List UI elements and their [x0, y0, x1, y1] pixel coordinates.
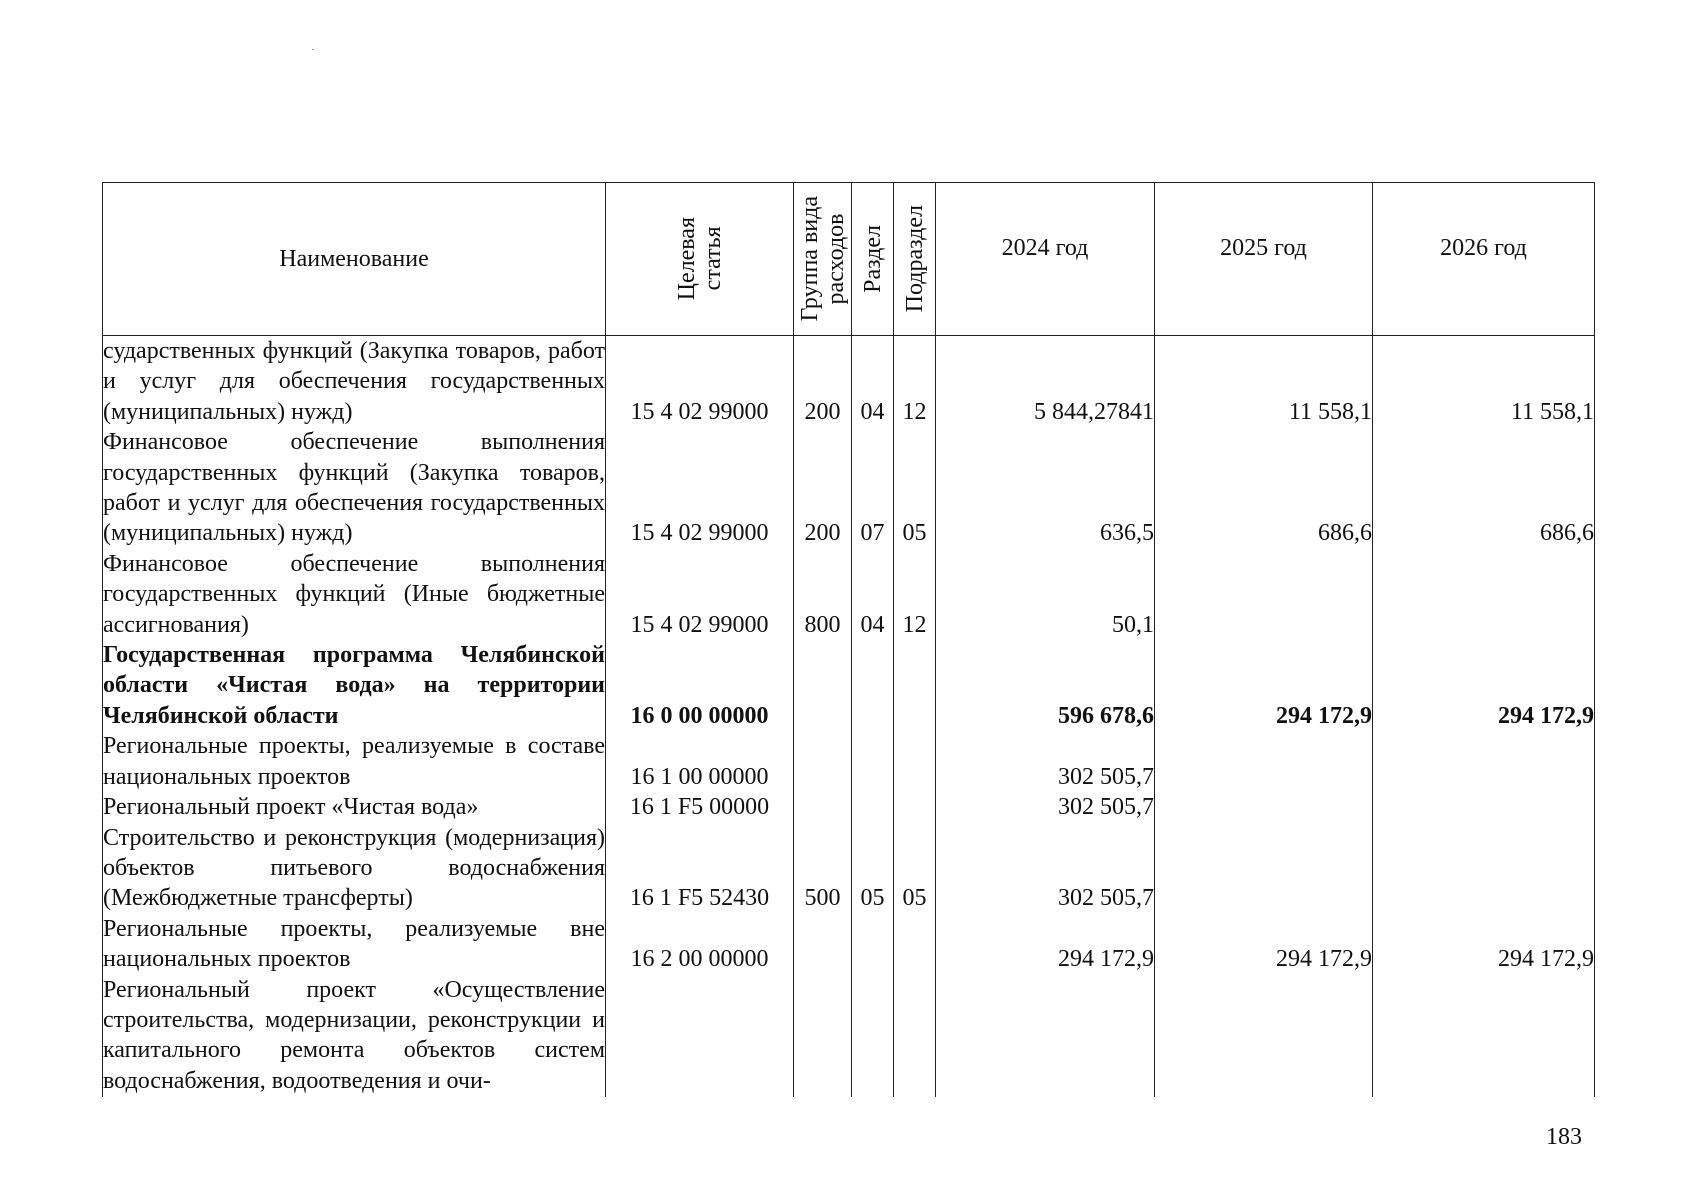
- row-code: 15 4 02 99000: [606, 549, 794, 640]
- row-name: Региональные проекты, реализуемые вне национальных проектов: [103, 914, 606, 975]
- row-code: [606, 975, 794, 1097]
- row-2024: 302 505,7: [936, 792, 1155, 822]
- row-2026: [1373, 792, 1595, 822]
- table-row: [103, 427, 1595, 549]
- row-name: Финансовое обеспечение выполнения государственных функций (Закупка товаров, работ и услуг для обеспечения государственных (муниципальных) нужд): [103, 427, 606, 549]
- row-2025: [1155, 731, 1373, 792]
- row-name: Государственная программа Челябинской области «Чистая вода» на территории Челябинской области: [103, 640, 606, 731]
- row-group: [794, 792, 852, 822]
- row-code: 16 0 00 00000: [606, 640, 794, 731]
- header-subsection: Подраздел: [894, 183, 936, 336]
- row-group: [794, 975, 852, 1097]
- table-row: [103, 731, 1595, 792]
- row-name: Строительство и реконструкция (модернизация) объектов питьевого водоснабжения (Межбюджетные трансферты): [103, 823, 606, 914]
- row-2024: 50,1: [936, 549, 1155, 640]
- header-2026: 2026 год: [1373, 183, 1595, 336]
- row-subsection: [894, 640, 936, 731]
- row-2024: 5 844,27841: [936, 336, 1155, 428]
- row-subsection: 05: [894, 427, 936, 549]
- row-subsection: 05: [894, 823, 936, 914]
- row-section: [852, 914, 894, 975]
- header-2024: 2024 год: [936, 183, 1155, 336]
- row-section: 07: [852, 427, 894, 549]
- table-row: [103, 336, 1595, 428]
- row-group: 500: [794, 823, 852, 914]
- row-code: 16 1 F5 52430: [606, 823, 794, 914]
- row-section: [852, 731, 894, 792]
- row-code: 15 4 02 99000: [606, 336, 794, 428]
- table-row: [103, 823, 1595, 914]
- row-code: 16 1 F5 00000: [606, 792, 794, 822]
- row-code: 16 1 00 00000: [606, 731, 794, 792]
- row-2026: [1373, 975, 1595, 1097]
- row-2026: 294 172,9: [1373, 640, 1595, 731]
- budget-table: [102, 182, 1595, 1097]
- row-2024: 636,5: [936, 427, 1155, 549]
- row-name: Региональный проект «Чистая вода»: [103, 792, 606, 822]
- row-subsection: [894, 975, 936, 1097]
- row-section: [852, 792, 894, 822]
- row-subsection: [894, 792, 936, 822]
- row-2026: [1373, 549, 1595, 640]
- row-name: Финансовое обеспечение выполнения государственных функций (Иные бюджетные ассигнования): [103, 549, 606, 640]
- header-2025: 2025 год: [1155, 183, 1373, 336]
- row-subsection: 12: [894, 549, 936, 640]
- row-group: [794, 640, 852, 731]
- row-name: Региональные проекты, реализуемые в составе национальных проектов: [103, 731, 606, 792]
- table-header-row: [103, 183, 1595, 336]
- page-number: 183: [1546, 1124, 1582, 1150]
- row-2024: [936, 975, 1155, 1097]
- row-2026: [1373, 731, 1595, 792]
- row-2024: 596 678,6: [936, 640, 1155, 731]
- row-code: 15 4 02 99000: [606, 427, 794, 549]
- scan-speck: [312, 49, 314, 50]
- row-2025: [1155, 792, 1373, 822]
- table-row-program: [103, 640, 1595, 731]
- row-2025: 686,6: [1155, 427, 1373, 549]
- header-expense-group: Группа вида расходов: [794, 183, 852, 336]
- row-2025: 294 172,9: [1155, 640, 1373, 731]
- row-2026: 11 558,1: [1373, 336, 1595, 428]
- table-row: [103, 975, 1595, 1097]
- row-2025: [1155, 823, 1373, 914]
- row-subsection: [894, 731, 936, 792]
- table-row: [103, 792, 1595, 822]
- row-2024: 302 505,7: [936, 823, 1155, 914]
- row-section: 05: [852, 823, 894, 914]
- row-subsection: 12: [894, 336, 936, 428]
- row-2026: 294 172,9: [1373, 914, 1595, 975]
- table-row: [103, 549, 1595, 640]
- row-section: 04: [852, 549, 894, 640]
- header-name: Наименование: [103, 183, 606, 336]
- table-row: [103, 914, 1595, 975]
- header-section: Раздел: [852, 183, 894, 336]
- row-group: 200: [794, 427, 852, 549]
- row-name: сударственных функций (Закупка товаров, работ и услуг для обеспечения государственных (муниципальных) нужд): [103, 336, 606, 428]
- row-group: 800: [794, 549, 852, 640]
- row-2026: 686,6: [1373, 427, 1595, 549]
- row-subsection: [894, 914, 936, 975]
- row-2025: [1155, 549, 1373, 640]
- row-code: 16 2 00 00000: [606, 914, 794, 975]
- row-group: [794, 731, 852, 792]
- row-2025: 294 172,9: [1155, 914, 1373, 975]
- row-name: Региональный проект «Осуществление строительства, модернизации, реконструкции и капитального ремонта объектов систем водоснабжения, водоотведения и очи-: [103, 975, 606, 1097]
- row-2025: 11 558,1: [1155, 336, 1373, 428]
- row-2025: [1155, 975, 1373, 1097]
- row-2024: 294 172,9: [936, 914, 1155, 975]
- row-section: [852, 640, 894, 731]
- row-2024: 302 505,7: [936, 731, 1155, 792]
- row-2026: [1373, 823, 1595, 914]
- header-target-article: Целевая статья: [606, 183, 794, 336]
- row-group: [794, 914, 852, 975]
- row-group: 200: [794, 336, 852, 428]
- row-section: [852, 975, 894, 1097]
- row-section: 04: [852, 336, 894, 428]
